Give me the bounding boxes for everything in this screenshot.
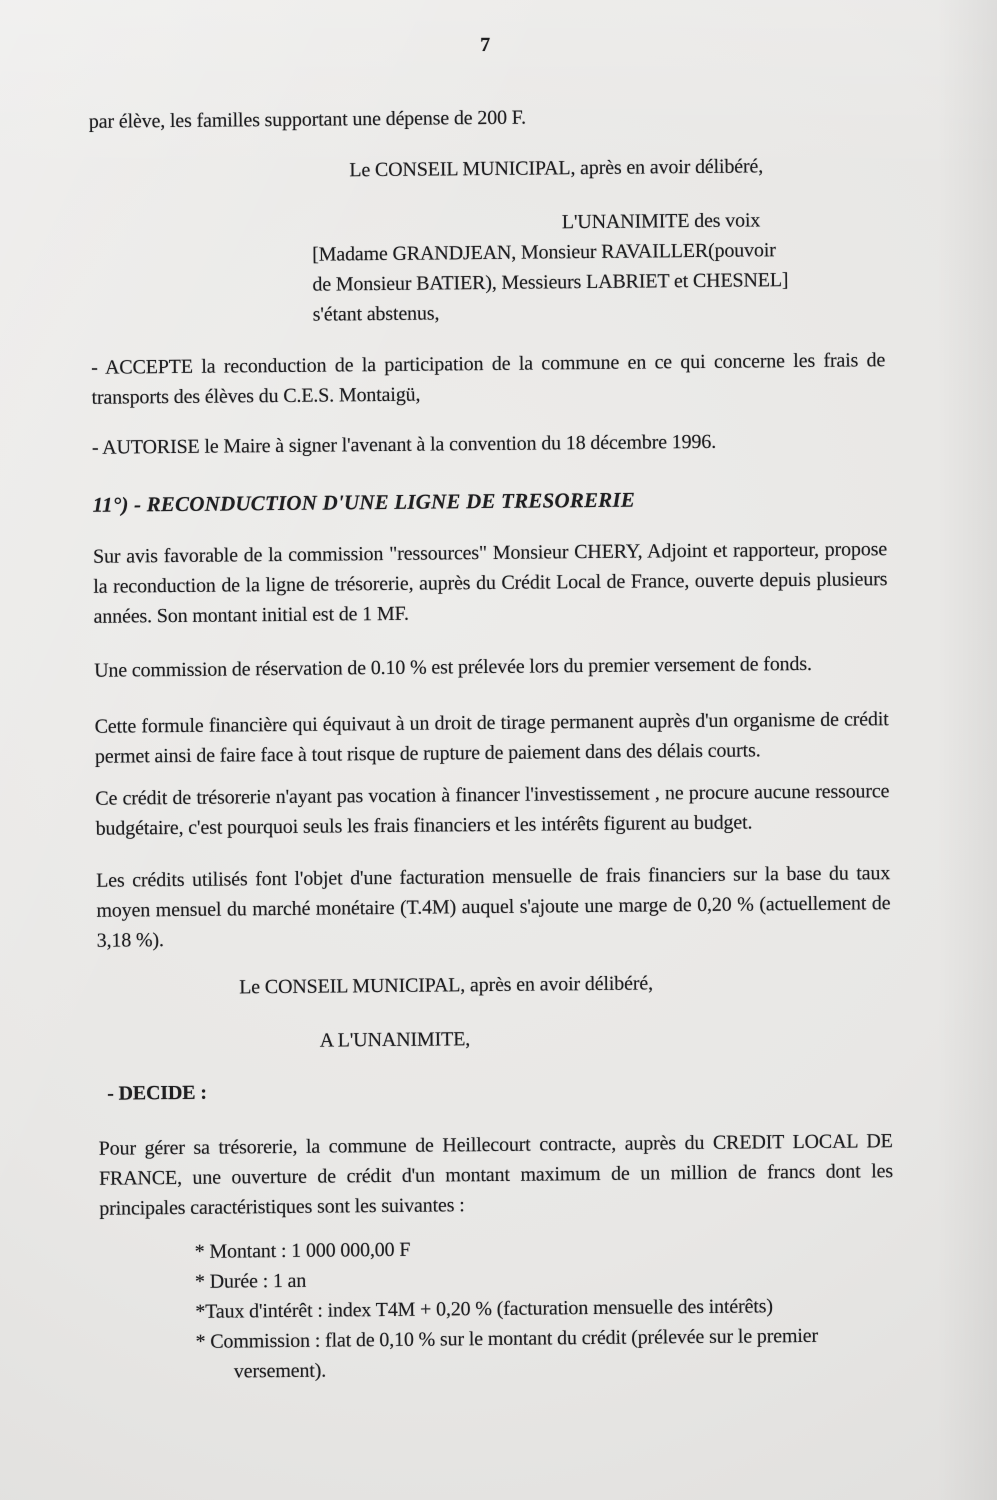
abstention-block bbox=[90, 234, 885, 332]
abstention-line-3: s'étant abstenus, bbox=[312, 302, 440, 326]
characteristic-commission: * Commission : flat de 0,10 % sur le montant du crédit (prélevée sur le premier versement). bbox=[195, 1324, 819, 1383]
credit-characteristics-list bbox=[100, 1230, 895, 1388]
abstention-line-2: de Monsieur BATIER), Messieurs LABRIET et CHESNEL] bbox=[312, 269, 789, 296]
characteristic-taux: *Taux d'intérêt : index T4M + 0,20 % (facturation mensuelle des intérêts) bbox=[195, 1295, 773, 1323]
vote-result-line-1: L'UNANIMITE des voix bbox=[561, 209, 761, 234]
paragraph-credits-utilises: Les crédits utilisés font l'objet d'une facturation mensuelle de frais financiers sur la base du taux moyen mensuel du marché monétaire (T.4M) auquel s'ajoute une marge de 0,20 % (actuellement de 3,18 %). bbox=[96, 862, 891, 952]
paragraph-commission-avis: Sur avis favorable de la commission "ressources" Monsieur CHERY, Adjoint et rapporteur, propose la reconduction de la ligne de trésorerie, auprès du Crédit Local de France, ouverte depuis plusieurs années. Son montant initial est de 1 MF. bbox=[92, 538, 888, 628]
decision-autorise: - AUTORISE le Maire à signer l'avenant à la convention du 18 décembre 1996. bbox=[91, 430, 717, 459]
characteristic-montant: * Montant : 1 000 000,00 F bbox=[194, 1238, 411, 1263]
decide-label: - DECIDE : bbox=[107, 1081, 207, 1105]
decision-accepte: - ACCEPTE la reconduction de la participation de la commune en ce qui concerne les frais de transports des élèves du C.E.S. Montaigü, bbox=[91, 349, 886, 409]
paragraph-formule-financiere: Cette formule financière qui équivaut à un droit de tirage permanent auprès d'un organisme de crédit permet ainsi de faire face à tout risque de rupture de paiement dans des délais courts. bbox=[94, 708, 889, 768]
characteristic-duree: * Durée : 1 an bbox=[194, 1269, 307, 1293]
abstention-line-1: [Madame GRANDJEAN, Monsieur RAVAILLER(pouvoir bbox=[312, 239, 776, 266]
council-deliberation-line-2: Le CONSEIL MUNICIPAL, après en avoir délibéré, bbox=[239, 972, 654, 999]
paragraph-credit-tresorerie: Ce crédit de trésorerie n'ayant pas vocation à financer l'investissement , ne procure aucune ressource budgétaire, c'est pourquoi seuls les frais financiers et les intérêts figurent au budget. bbox=[95, 780, 890, 840]
paragraph-decision-intro: Pour gérer sa trésorerie, la commune de Heillecourt contracte, auprès du CREDIT LOCAL DE FRANCE, une ouverture de crédit d'un montant maximum de un million de francs dont les principales caractéristiques sont les suivantes : bbox=[98, 1130, 894, 1220]
paragraph-opening: par élève, les familles supportant une dépense de 200 F. bbox=[88, 106, 527, 133]
page-number: 7 bbox=[480, 33, 491, 57]
paragraph-commission-reservation: Une commission de réservation de 0.10 % est prélevée lors du premier versement de fonds. bbox=[94, 652, 812, 682]
document-sheet bbox=[88, 26, 895, 1388]
section-11-heading: 11°) - RECONDUCTION D'UNE LIGNE DE TRESORERIE bbox=[92, 487, 636, 517]
vote-result-line-2: A L'UNANIMITE, bbox=[319, 1028, 471, 1052]
council-deliberation-line-1: Le CONSEIL MUNICIPAL, après en avoir délibéré, bbox=[349, 155, 764, 182]
